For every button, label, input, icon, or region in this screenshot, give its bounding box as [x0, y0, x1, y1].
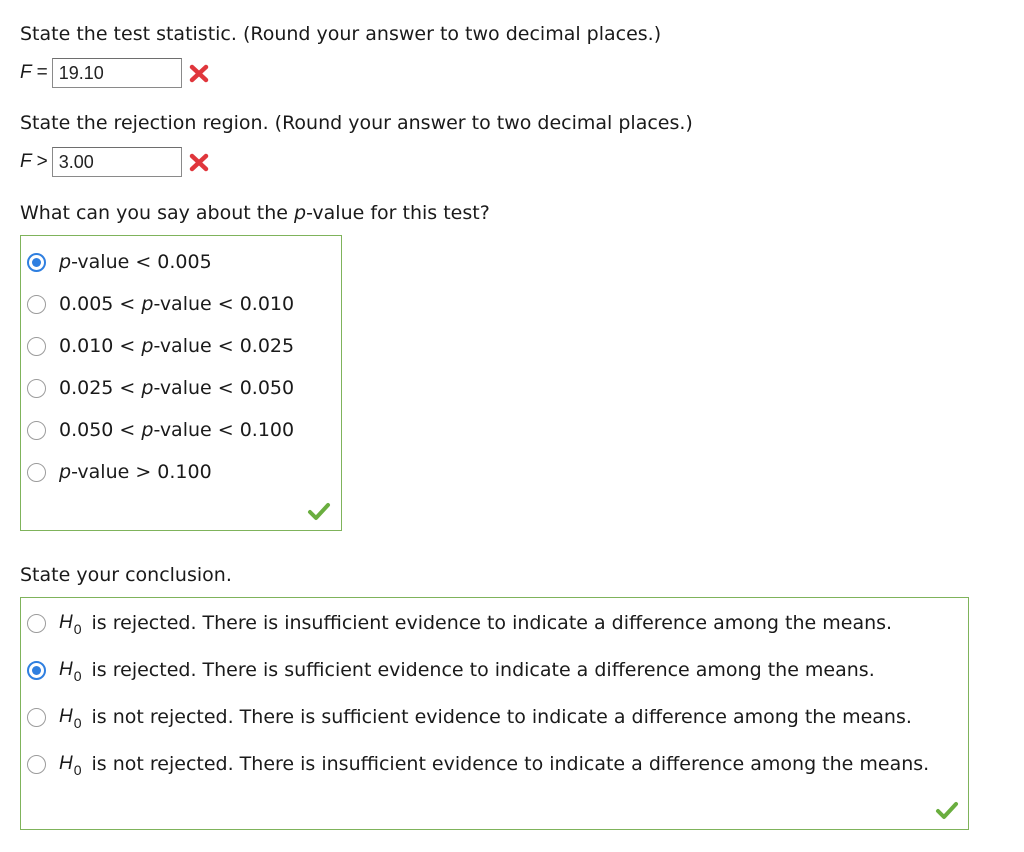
pvalue-question-text-end: -value for this test?: [306, 202, 490, 224]
h-subscript: 0: [73, 668, 82, 684]
x-mark-icon: [188, 151, 210, 173]
h0-symbol: [59, 612, 82, 637]
x-mark-icon: [188, 62, 210, 84]
pvalue-option[interactable]: [27, 377, 294, 399]
radio-button-selected[interactable]: [27, 661, 46, 680]
radio-button[interactable]: [27, 337, 46, 356]
radio-button[interactable]: [27, 379, 46, 398]
f-variable: F: [20, 151, 32, 172]
radio-button[interactable]: [27, 463, 46, 482]
option-p: p: [141, 293, 154, 315]
option-p: p: [141, 419, 154, 441]
option-prefix: 0.010 <: [59, 335, 142, 357]
conclusion-option-label: is rejected. There is insufficient evidence to indicate a difference among the means.: [91, 612, 893, 634]
pvalue-option-label: [59, 419, 294, 441]
pvalue-option[interactable]: [27, 461, 212, 483]
radio-button[interactable]: [27, 421, 46, 440]
h0-symbol: [59, 753, 82, 778]
option-suffix: -value < 0.050: [153, 377, 295, 399]
test-statistic-question: State the test statistic. (Round your answer to two decimal places.): [20, 23, 662, 45]
f-variable: F: [20, 62, 32, 83]
conclusion-question: State your conclusion.: [20, 564, 232, 586]
pvalue-option-label: [59, 461, 212, 483]
conclusion-option-label: is rejected. There is sufficient evidence to indicate a difference among the means.: [91, 659, 875, 681]
test-statistic-input[interactable]: 19.10: [52, 58, 182, 88]
conclusion-option-label: is not rejected. There is sufficient evidence to indicate a difference among the means.: [91, 706, 912, 728]
pvalue-option-label: [59, 335, 294, 357]
rejection-region-input[interactable]: 3.00: [52, 147, 182, 177]
conclusion-option[interactable]: [27, 612, 893, 637]
h-subscript: 0: [73, 762, 82, 778]
option-suffix: -value < 0.005: [71, 251, 212, 273]
radio-button[interactable]: [27, 614, 46, 633]
h-subscript: 0: [73, 715, 82, 731]
greater-than-sign: >: [36, 151, 48, 172]
option-prefix: 0.025 <: [59, 377, 142, 399]
check-mark-icon: [935, 800, 959, 820]
pvalue-options-box: [20, 235, 342, 531]
h0-symbol: [59, 659, 82, 684]
radio-button[interactable]: [27, 755, 46, 774]
pvalue-question-p: p: [294, 202, 307, 224]
pvalue-option[interactable]: [27, 251, 212, 273]
h0-symbol: [59, 706, 82, 731]
h-letter: H: [59, 753, 73, 774]
test-statistic-row: [20, 58, 210, 88]
option-p: p: [59, 461, 72, 483]
pvalue-option-label: [59, 293, 294, 315]
option-suffix: -value < 0.100: [153, 419, 295, 441]
rejection-region-question: State the rejection region. (Round your answer to two decimal places.): [20, 112, 693, 134]
radio-button[interactable]: [27, 295, 46, 314]
h-letter: H: [59, 706, 73, 727]
h-letter: H: [59, 659, 73, 680]
check-mark-icon: [307, 501, 331, 521]
conclusion-options-box: [20, 597, 969, 830]
option-suffix: -value < 0.025: [153, 335, 295, 357]
conclusion-option[interactable]: [27, 706, 912, 731]
pvalue-question-text: What can you say about the: [20, 202, 294, 224]
conclusion-option[interactable]: [27, 753, 930, 778]
pvalue-option-label: [59, 251, 212, 273]
conclusion-option[interactable]: [27, 659, 875, 684]
h-subscript: 0: [73, 621, 82, 637]
rejection-region-row: [20, 147, 210, 177]
option-prefix: 0.050 <: [59, 419, 142, 441]
pvalue-option[interactable]: [27, 293, 294, 315]
pvalue-option-label: [59, 377, 294, 399]
conclusion-option-label: is not rejected. There is insufficient evidence to indicate a difference among the means.: [91, 753, 930, 775]
pvalue-option[interactable]: [27, 335, 294, 357]
pvalue-option[interactable]: [27, 419, 294, 441]
option-p: p: [59, 251, 72, 273]
option-p: p: [141, 335, 154, 357]
radio-button-selected[interactable]: [27, 253, 46, 272]
pvalue-question: [20, 201, 490, 225]
option-suffix: -value < 0.010: [153, 293, 295, 315]
equals-sign: =: [36, 62, 48, 83]
option-suffix: -value > 0.100: [71, 461, 212, 483]
option-prefix: 0.005 <: [59, 293, 142, 315]
radio-button[interactable]: [27, 708, 46, 727]
h-letter: H: [59, 612, 73, 633]
option-p: p: [141, 377, 154, 399]
